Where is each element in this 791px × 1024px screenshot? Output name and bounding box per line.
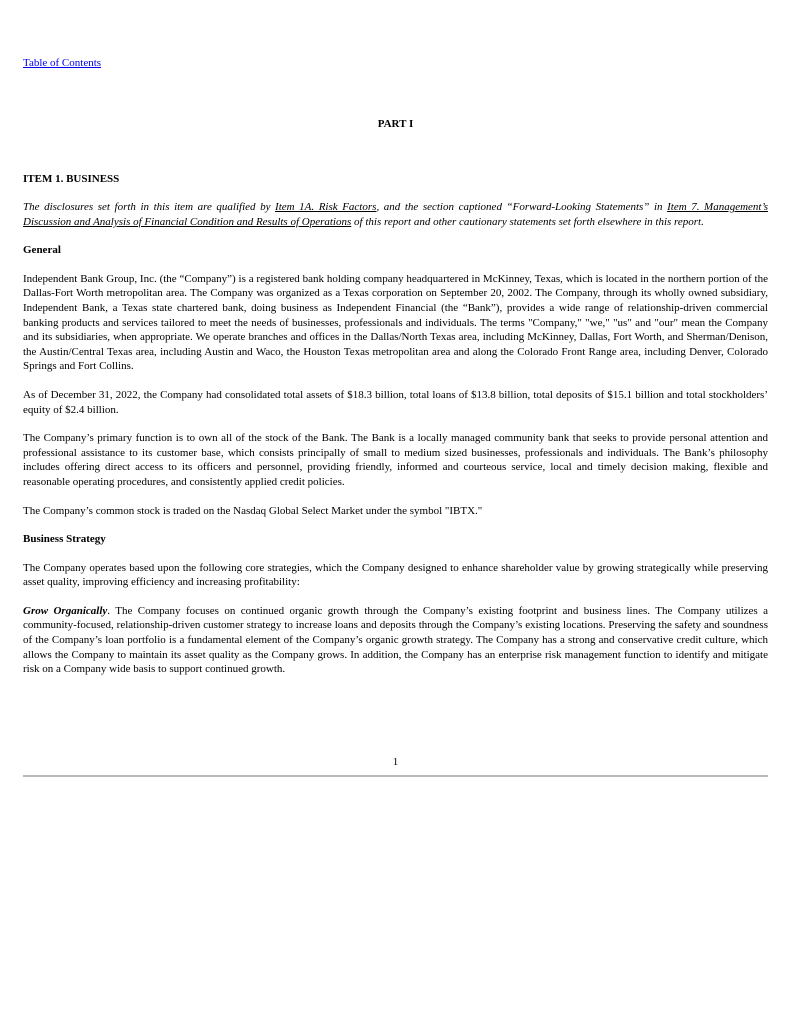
- general-heading: General: [23, 244, 61, 257]
- body-text: [23, 200, 768, 691]
- table-of-contents-link[interactable]: Table of Contents: [23, 57, 102, 69]
- business-strategy-heading: Business Strategy: [23, 533, 106, 546]
- page-number: 1: [392, 756, 399, 768]
- page-divider: [23, 775, 768, 777]
- general-paragraph-1: Independent Bank Group, Inc. (the “Company”) is a registered bank holding company headquartered in McKinney, Texas, which is located in the northern portion of the Dallas-Fort Worth metropolitan area. The Company was organized as a Texas corporation on September 20, 2002. The Company, through its wholly owned subsidiary, Independent Bank, a Texas state chartered bank, doing business as Independent Financial (the “Bank”), provides a wide range of relationship-driven commercial banking products and services tailored to meet the needs of businesses, professionals and individuals. The terms "Company," "we," "us" and "our" mean the Company and its subsidiaries, when appropriate. We operate branches and offices in the Dallas/North Texas area, including McKinney, Dallas, Fort Worth, and Sherman/Denison, the Austin/Central Texas area, including Austin and Waco, the Houston Texas metropolitan area and along the Colorado Front Range area, including Denver, Colorado Springs and Fort Collins.: [23, 272, 768, 373]
- general-paragraph-2: As of December 31, 2022, the Company had consolidated total assets of $18.3 billion, total loans of $13.8 billion, total deposits of $15.1 billion and total stockholders’ equity of $2.4 billion.: [23, 388, 768, 416]
- grow-organically-text: . The Company focuses on continued organic growth through the Company’s existing footprint and business lines. The Company utilizes a community-focused, relationship-driven customer strategy to increase loans and deposits through the Company’s existing locations. Preserving the safety and soundness of the Company’s loan portfolio is a fundamental element of the Company’s organic growth strategy. The Company has a strong and conservative credit culture, which allows the Company to maintain its asset quality as the Company grows. In addition, the Company has an enterprise risk management function to identify and mitigate risk on a Company wide basis to support continued growth.: [23, 604, 769, 676]
- general-paragraph-3: The Company’s primary function is to own all of the stock of the Bank. The Bank is a locally managed community bank that seeks to provide personal attention and professional assistance to its customer base, which consists principally of small to medium sized businesses, professionals and individuals. The Bank’s philosophy includes offering direct access to its officers and personnel, providing friendly, informed and courteous service, local and timely decision making, flexible and reasonable operating procedures, and consistently applied credit policies.: [23, 432, 768, 488]
- item-title: ITEM 1. BUSINESS: [23, 173, 120, 185]
- intro-text-3: of this report and other cautionary statements set forth elsewhere in this report.: [351, 215, 704, 228]
- intro-text-2: , and the section captioned “Forward-Looking Statements” in: [376, 201, 668, 213]
- grow-organically-paragraph: [23, 604, 768, 677]
- general-paragraph-4: The Company’s common stock is traded on the Nasdaq Global Select Market under the symbol "IBTX.": [23, 504, 483, 517]
- grow-organically-label: Grow Organically: [23, 604, 108, 617]
- intro-text-1: The disclosures set forth in this item are qualified by: [23, 201, 276, 213]
- intro-disclosure: [23, 200, 768, 229]
- part-title: PART I: [377, 118, 414, 130]
- risk-factors-link[interactable]: Item 1A. Risk Factors: [275, 201, 377, 213]
- mdna-link[interactable]: Item 7. Management’s Discussion and Analysis of Financial Condition and Results of Operations: [23, 201, 768, 228]
- strategy-paragraph-1: The Company operates based upon the following core strategies, which the Company designed to enhance shareholder value by growing strategically while preserving asset quality, improving efficiency and increasing profitability:: [23, 561, 768, 589]
